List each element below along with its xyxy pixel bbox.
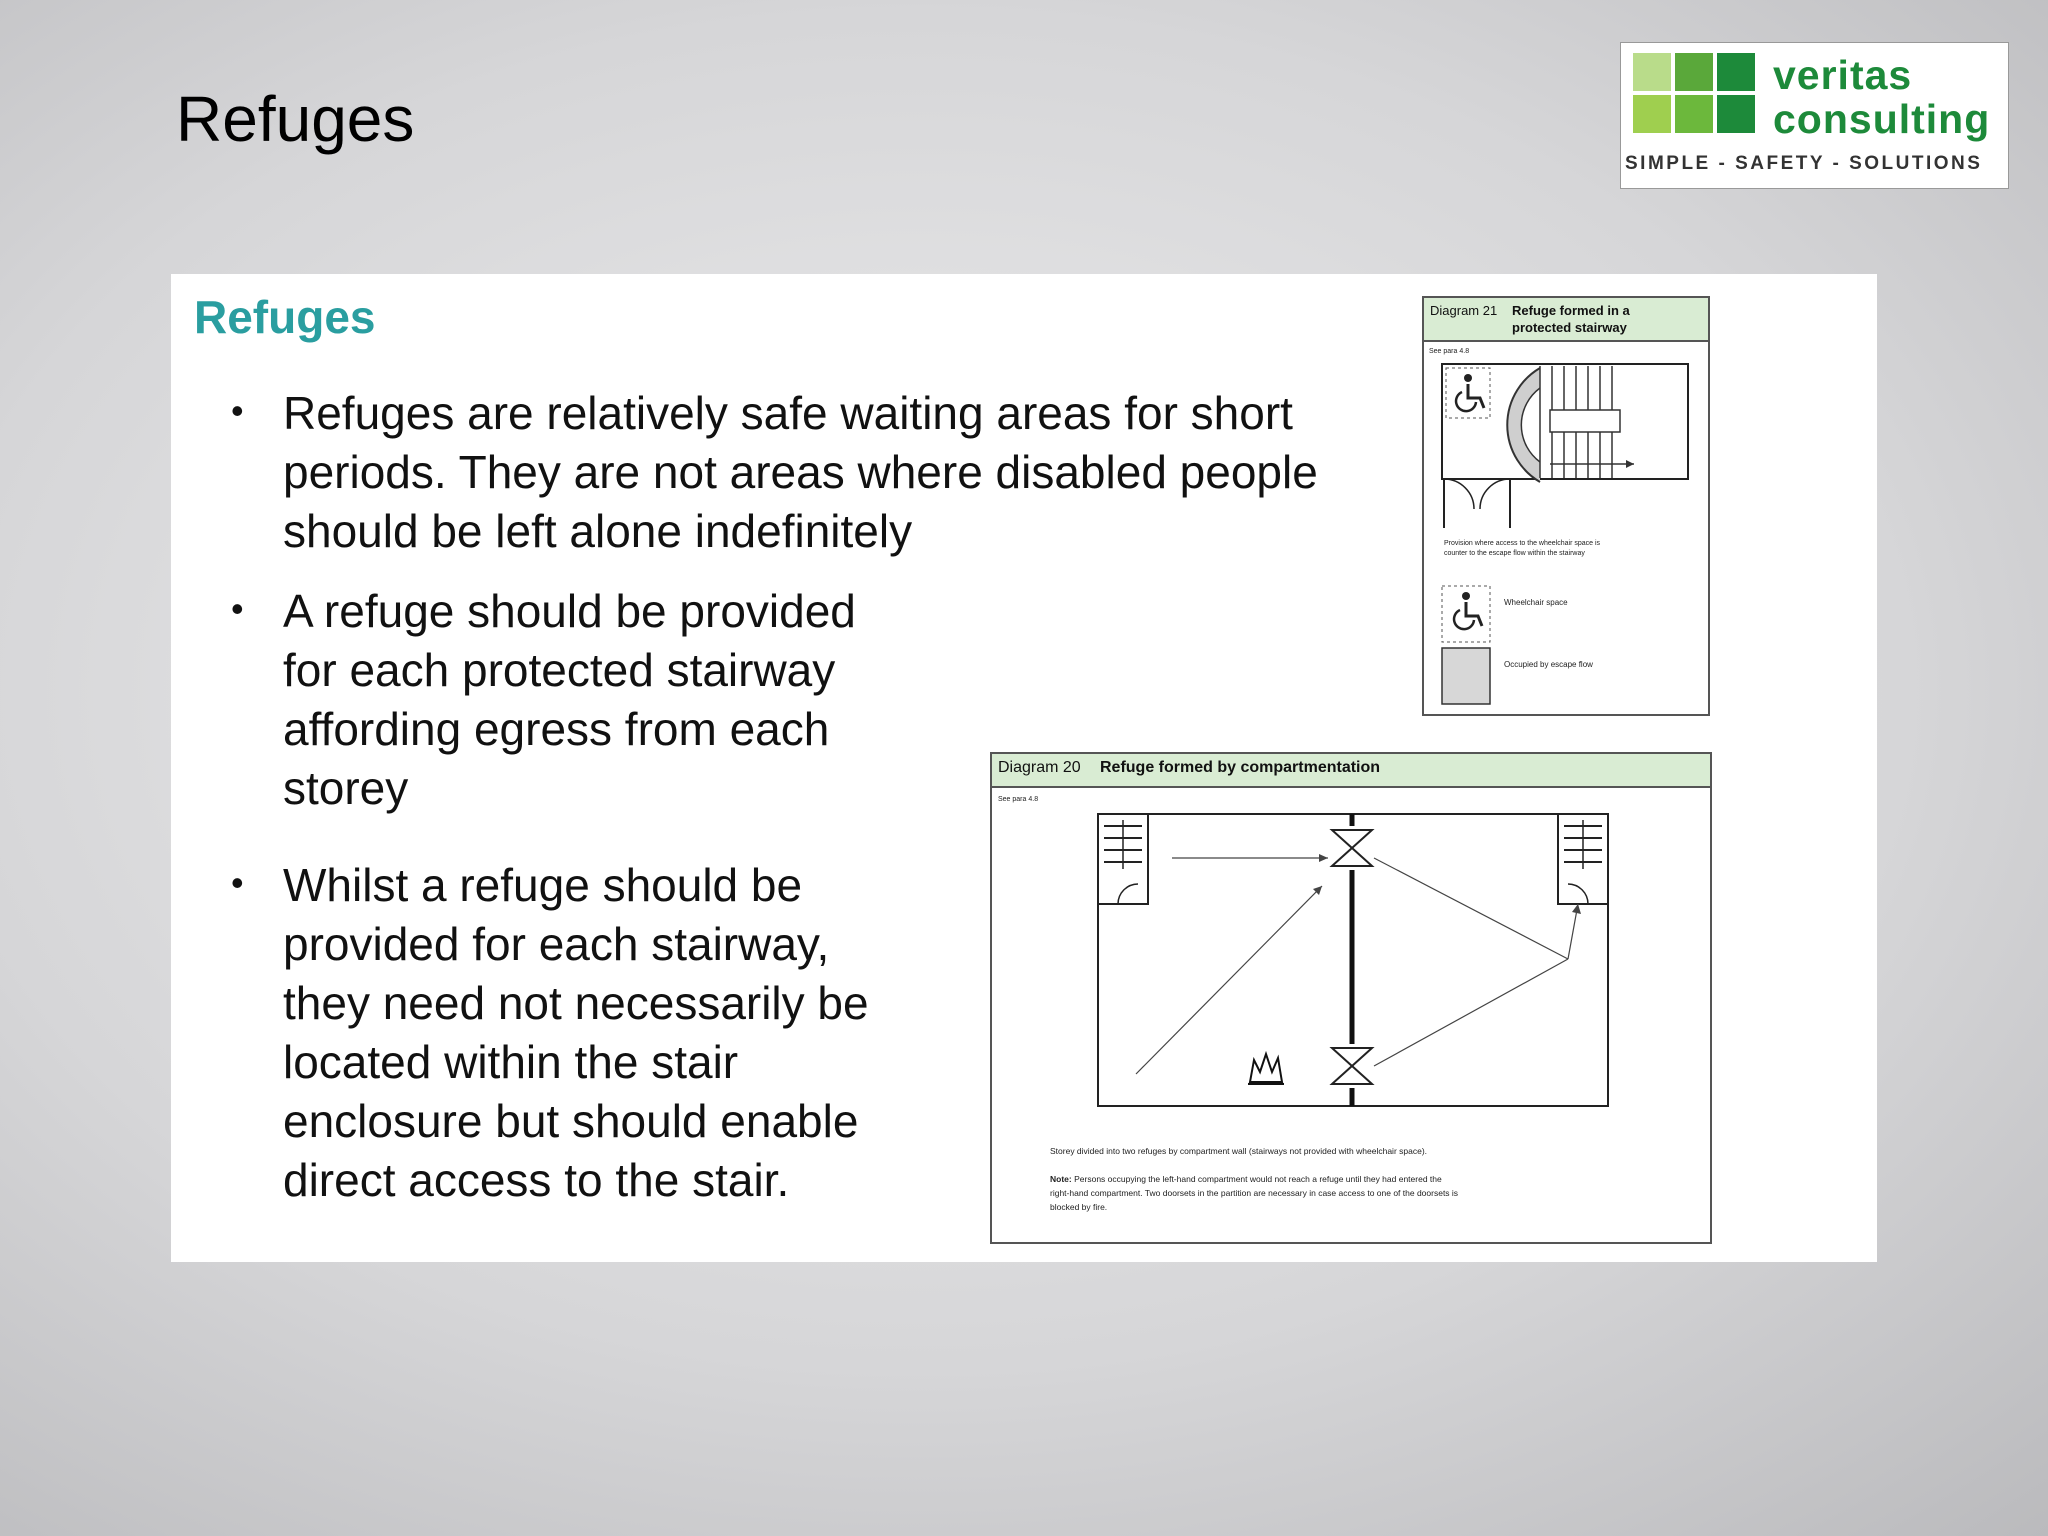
- provision-note: counter to the escape flow within the stairway: [1444, 550, 1585, 557]
- bullet-marker: •: [231, 390, 244, 431]
- bullet-marker: •: [231, 588, 244, 629]
- logo-wordmark-veritas: veritas: [1773, 52, 1913, 98]
- bullet-line: periods. They are not areas where disabled people: [283, 446, 1318, 498]
- diagram-note: [1050, 1174, 1442, 1184]
- logo-tagline: SIMPLE - SAFETY - SOLUTIONS: [1625, 153, 1983, 174]
- stairway-icon: [1098, 814, 1148, 904]
- escape-flow-swatch: [1442, 648, 1490, 704]
- bullet-line: provided for each stairway,: [283, 918, 830, 970]
- logo-square: [1717, 95, 1755, 133]
- diagram-number: Diagram 21: [1430, 303, 1498, 318]
- note-label: Note:: [1050, 1174, 1072, 1184]
- slide-title: Refuges: [176, 83, 415, 155]
- bullet-line: affording egress from each: [283, 703, 830, 755]
- bullet-line: A refuge should be provided: [283, 585, 856, 637]
- bullet-line: storey: [283, 762, 409, 814]
- logo-square: [1717, 53, 1755, 91]
- legend-escape-label: Occupied by escape flow: [1504, 660, 1593, 669]
- bullet-refuge-location: [283, 856, 869, 1210]
- logo-square: [1675, 53, 1713, 91]
- veritas-consulting-logo: [1620, 42, 2009, 189]
- wheelchair-icon: [1454, 592, 1482, 629]
- bullet-line: Whilst a refuge should be: [283, 859, 803, 911]
- diagram-20: [990, 752, 1712, 1244]
- logo-square: [1675, 95, 1713, 133]
- legend-wheelchair-label: Wheelchair space: [1504, 598, 1568, 607]
- bullet-line: direct access to the stair.: [283, 1154, 790, 1206]
- stairway-plan-drawing: [1424, 298, 1708, 714]
- doorset-icon: [1332, 826, 1372, 870]
- logo-wordmark-consulting: consulting: [1773, 96, 1991, 142]
- diagram-title: protected stairway: [1512, 320, 1627, 335]
- fire-icon: [1248, 1054, 1284, 1084]
- note-text: right-hand compartment. Two doorsets in the partition are necessary in case access to one of the doorsets is: [1050, 1188, 1459, 1198]
- see-para-note: See para 4.8: [1429, 348, 1470, 355]
- diagram-title: Refuge formed in a: [1512, 303, 1630, 318]
- doorset-icon: [1332, 1044, 1372, 1088]
- diagram-21: [1422, 296, 1710, 716]
- bullet-line: should be left alone indefinitely: [283, 505, 913, 557]
- stairway-icon: [1558, 814, 1608, 904]
- logo-square: [1633, 95, 1671, 133]
- bullet-refuges-definition: [283, 384, 1318, 561]
- bullet-line: Refuges are relatively safe waiting areas for short: [283, 387, 1293, 439]
- content-panel: [171, 274, 1877, 1262]
- note-text: blocked by fire.: [1050, 1202, 1108, 1212]
- panel-heading: Refuges: [194, 291, 376, 343]
- diagram-caption: Storey divided into two refuges by compartment wall (stairways not provided with wheelchair space).: [1050, 1146, 1428, 1156]
- bullet-line: for each protected stairway: [283, 644, 836, 696]
- diagram-title: Refuge formed by compartmentation: [1100, 759, 1381, 776]
- bullet-marker: •: [231, 862, 244, 903]
- diagram-number: Diagram 20: [998, 759, 1081, 776]
- logo-square: [1633, 53, 1671, 91]
- provision-note: Provision where access to the wheelchair space is: [1444, 540, 1601, 547]
- bullet-refuge-per-stairway: [283, 582, 856, 818]
- note-text: Persons occupying the left-hand compartment would not reach a refuge until they had entered the: [1074, 1174, 1442, 1184]
- see-para-note: See para 4.8: [998, 796, 1039, 803]
- bullet-line: located within the stair: [283, 1036, 739, 1088]
- wheelchair-icon: [1456, 374, 1484, 411]
- compartmentation-plan-drawing: [992, 754, 1710, 1242]
- bullet-line: they need not necessarily be: [283, 977, 869, 1029]
- bullet-line: enclosure but should enable: [283, 1095, 859, 1147]
